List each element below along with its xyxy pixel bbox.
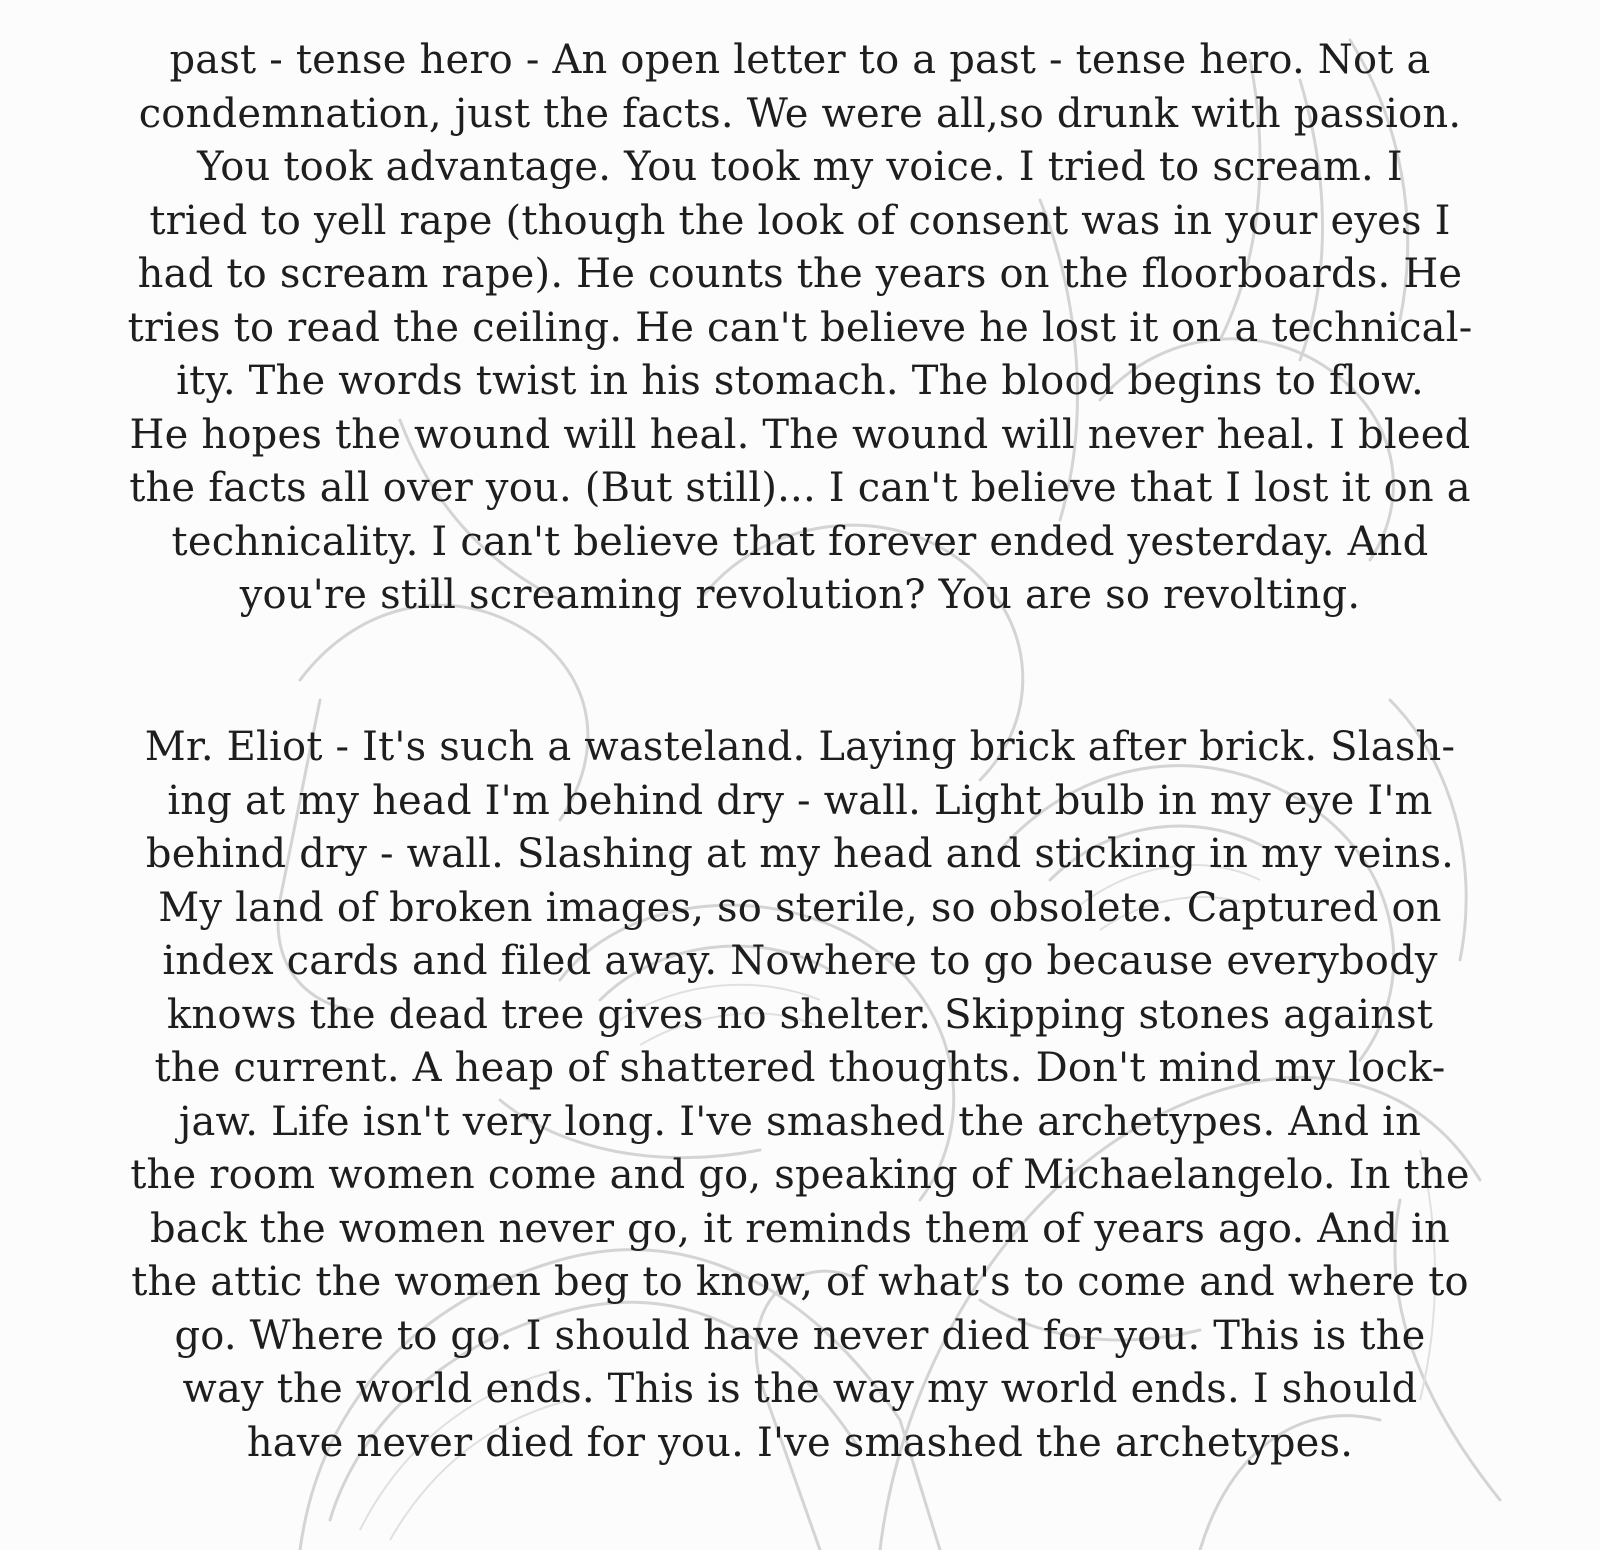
- lyric-line: Mr. Eliot - It's such a wasteland. Laying brick after brick. Slash-: [144, 724, 1456, 770]
- lyrics-section-mr-eliot: [85, 721, 1515, 1470]
- lyric-line: the attic the women beg to know, of what's to come and where to: [131, 1259, 1469, 1305]
- lyric-line: behind dry - wall. Slashing at my head and sticking in my veins.: [145, 831, 1455, 877]
- lyric-line: ing at my head I'm behind dry - wall. Light bulb in my eye I'm: [167, 777, 1433, 824]
- lyric-line: way the world ends. This is the way my world ends. I should: [182, 1366, 1418, 1412]
- lyric-line: You took advantage. You took my voice. I tried to scream. I: [197, 144, 1403, 190]
- lyric-line: back the women never go, it reminds them of years ago. And in: [149, 1205, 1450, 1252]
- lyric-line: index cards and filed away. Nowhere to go because everybody: [162, 938, 1438, 984]
- lyric-line: condemnation, just the facts. We were all,so drunk with passion.: [138, 90, 1462, 137]
- lyric-line: ity. The words twist in his stomach. The blood begins to flow.: [176, 358, 1424, 404]
- lyrics-section-past-tense-hero: [85, 34, 1515, 623]
- lyric-line: tries to read the ceiling. He can't believe he lost it on a technical-: [127, 304, 1473, 351]
- lyric-line: knows the dead tree gives no shelter. Skipping stones against: [166, 991, 1434, 1038]
- lyric-line: the room women come and go, speaking of Michaelangelo. In the: [130, 1152, 1470, 1198]
- lyric-line: have never died for you. I've smashed the archetypes.: [246, 1419, 1354, 1466]
- lyric-line: My land of broken images, so sterile, so obsolete. Captured on: [158, 884, 1442, 931]
- lyric-line: go. Where to go. I should have never died for you. This is the: [174, 1312, 1426, 1359]
- lyric-line: past - tense hero - An open letter to a past - tense hero. Not a: [169, 37, 1431, 83]
- lyric-line: the current. A heap of shattered thoughts. Don't mind my lock-: [154, 1045, 1446, 1091]
- lyric-line: jaw. Life isn't very long. I've smashed the archetypes. And in: [178, 1098, 1422, 1145]
- lyric-line: technicality. I can't believe that forever ended yesterday. And: [171, 518, 1429, 565]
- lyric-line: you're still screaming revolution? You are so revolting.: [239, 572, 1361, 618]
- lyric-line: had to scream rape). He counts the years on the floorboards. He: [137, 251, 1463, 297]
- lyric-line: the facts all over you. (But still)... I can't believe that I lost it on a: [129, 465, 1471, 511]
- lyric-line: tried to yell rape (though the look of consent was in your eyes I: [149, 197, 1451, 244]
- lyric-line: He hopes the wound will heal. The wound will never heal. I bleed: [129, 411, 1471, 458]
